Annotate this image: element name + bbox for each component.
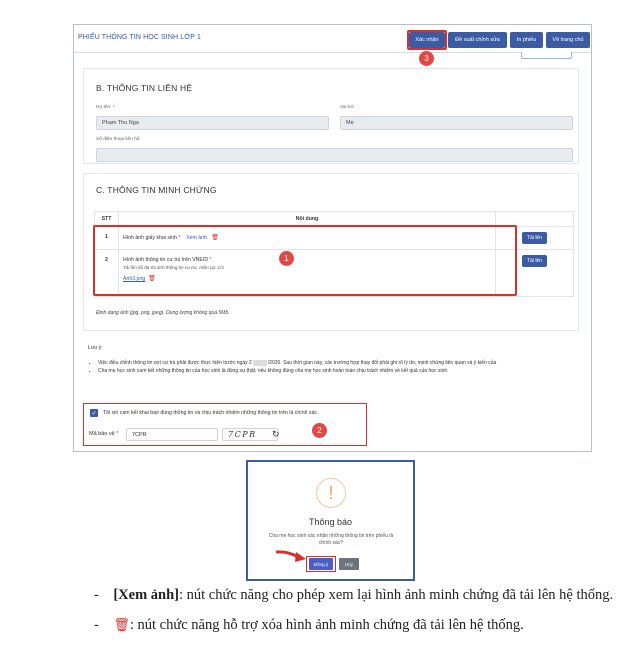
step-3-badge: 3 bbox=[419, 51, 434, 66]
commit-checkbox[interactable]: ✓ bbox=[91, 410, 97, 417]
confirm-highlight bbox=[407, 30, 447, 50]
file-link[interactable]: Ảnh3.png bbox=[123, 276, 146, 282]
col-content-header: Nội dung bbox=[119, 212, 496, 227]
notes-list bbox=[98, 359, 578, 375]
commit-label: Tôi xin cam kết khai báo đúng thông tin và chịu trách nhiệm những thông tin trên là chính xác. bbox=[103, 410, 319, 416]
upload-button[interactable]: Tải lên bbox=[522, 232, 547, 244]
trash-icon: 🗑 bbox=[113, 617, 130, 632]
view-image-link[interactable]: Xem ảnh bbox=[186, 235, 207, 241]
pointer-arrow-icon bbox=[274, 548, 308, 564]
note-text: /2026. Sau thời gian này, các trường hợp thay đổi phải ghi rõ lý do, minh chứng liên quan và ý kiến của bbox=[267, 360, 497, 366]
dialog-ok-button[interactable]: Đồng ý bbox=[309, 558, 333, 570]
list-item bbox=[98, 359, 578, 367]
name-field[interactable]: Phạm Thu Nga bbox=[96, 116, 329, 130]
exclamation-icon: ! bbox=[316, 478, 346, 508]
phone-label: Số điện thoại liên hệ: bbox=[96, 137, 141, 142]
col-no-header: STT bbox=[95, 212, 119, 227]
dialog-cancel-button[interactable]: Hủy bbox=[339, 558, 359, 570]
evidence-highlight bbox=[93, 225, 517, 296]
evidence-section-title: C. THÔNG TIN MINH CHỨNG bbox=[96, 185, 217, 195]
name-label-text: Họ tên: bbox=[96, 105, 112, 110]
upload-button[interactable]: Tải lên bbox=[522, 255, 547, 267]
list-item bbox=[98, 367, 578, 375]
previous-section-field bbox=[521, 52, 572, 59]
name-label: Họ tên: * bbox=[96, 105, 115, 110]
captcha-image: 7CPR bbox=[222, 428, 278, 441]
row-title: Hình ảnh thông tin cư trú trên VNEID bbox=[123, 257, 209, 263]
row-content: Hình ảnh giấy khai sinh * Xem ảnh 🗑 bbox=[119, 227, 496, 250]
format-note: Định dạng ảnh (jpg, png, jpeg). Dung lượng không quá 5Mb. bbox=[96, 310, 230, 316]
propose-edit-button[interactable]: Đề xuất chỉnh sửa bbox=[448, 32, 507, 48]
dialog-message: Cha mẹ học sinh xác nhận những thông tin trên phiếu là chính xác? bbox=[268, 533, 394, 546]
delete-desc: : nút chức năng hỗ trợ xóa hình ảnh minh chứng đã tải lên hệ thống. bbox=[129, 617, 524, 633]
contact-card bbox=[83, 68, 579, 164]
trash-icon[interactable]: 🗑 bbox=[211, 235, 219, 241]
contact-section-title: B. THÔNG TIN LIÊN HỆ bbox=[96, 83, 193, 93]
refresh-icon[interactable]: ↻ bbox=[272, 429, 280, 439]
explanation-view: - [Xem ảnh]: nút chức năng cho phép xem lại hình ảnh minh chứng đã tải lên hệ thống. bbox=[94, 587, 614, 603]
note-text: Cha mẹ học sinh cam kết những thông tin của học sinh là đúng sự thật; nếu không đúng cha mẹ học sinh hoàn toàn chịu trách nhiệm về kết quả của học sinh. bbox=[98, 368, 449, 374]
view-term: [Xem ảnh] bbox=[113, 587, 179, 603]
phone-field[interactable] bbox=[96, 148, 573, 162]
redacted-date bbox=[253, 360, 267, 366]
step-2-badge: 2 bbox=[312, 423, 327, 438]
explanation-delete: - 🗑: nút chức năng hỗ trợ xóa hình ảnh minh chứng đã tải lên hệ thống. bbox=[94, 617, 524, 633]
row-content: Hình ảnh thông tin cư trú trên VNEID * Tải lên tối đa 03 ảnh thông tin cư trú. Hiện tại: 1/3 Ảnh3.png 🗑 bbox=[119, 250, 496, 297]
confirm-button[interactable]: Xác nhận bbox=[409, 32, 445, 48]
row-no: 1 bbox=[95, 227, 119, 250]
row-no: 2 bbox=[95, 250, 119, 297]
captcha-input[interactable]: 7CPR bbox=[126, 428, 218, 441]
note-text: Việc điều chỉnh thông tin nơi cư trú phải được thực hiện trước ngày 2 bbox=[98, 360, 252, 366]
relation-label: Vai trò: bbox=[340, 105, 355, 110]
dialog-title: Thông báo bbox=[308, 517, 353, 527]
upload-hint: Tải lên tối đa 03 ảnh thông tin cư trú. Hiện tại: 1/3 bbox=[123, 265, 224, 270]
print-button[interactable]: In phiếu bbox=[510, 32, 543, 48]
notes-title: Lưu ý: bbox=[88, 345, 103, 351]
form-title: PHIẾU THÔNG TIN HỌC SINH LỚP 1 bbox=[78, 34, 201, 41]
row-title: Hình ảnh giấy khai sinh bbox=[123, 235, 177, 241]
form-header bbox=[74, 25, 591, 53]
ok-highlight bbox=[306, 556, 336, 572]
trash-icon[interactable]: 🗑 bbox=[148, 276, 156, 282]
relation-field[interactable]: Mẹ bbox=[340, 116, 573, 130]
step-1-badge: 1 bbox=[279, 251, 294, 266]
view-desc: : nút chức năng cho phép xem lại hình ảnh minh chứng đã tải lên hệ thống. bbox=[179, 587, 614, 603]
form-screenshot bbox=[73, 24, 592, 452]
captcha-label: Mã bảo vệ * bbox=[89, 431, 119, 437]
home-button[interactable]: Về trang chủ bbox=[546, 32, 590, 48]
captcha-label-text: Mã bảo vệ bbox=[89, 431, 115, 437]
confirm-dialog bbox=[246, 460, 415, 581]
